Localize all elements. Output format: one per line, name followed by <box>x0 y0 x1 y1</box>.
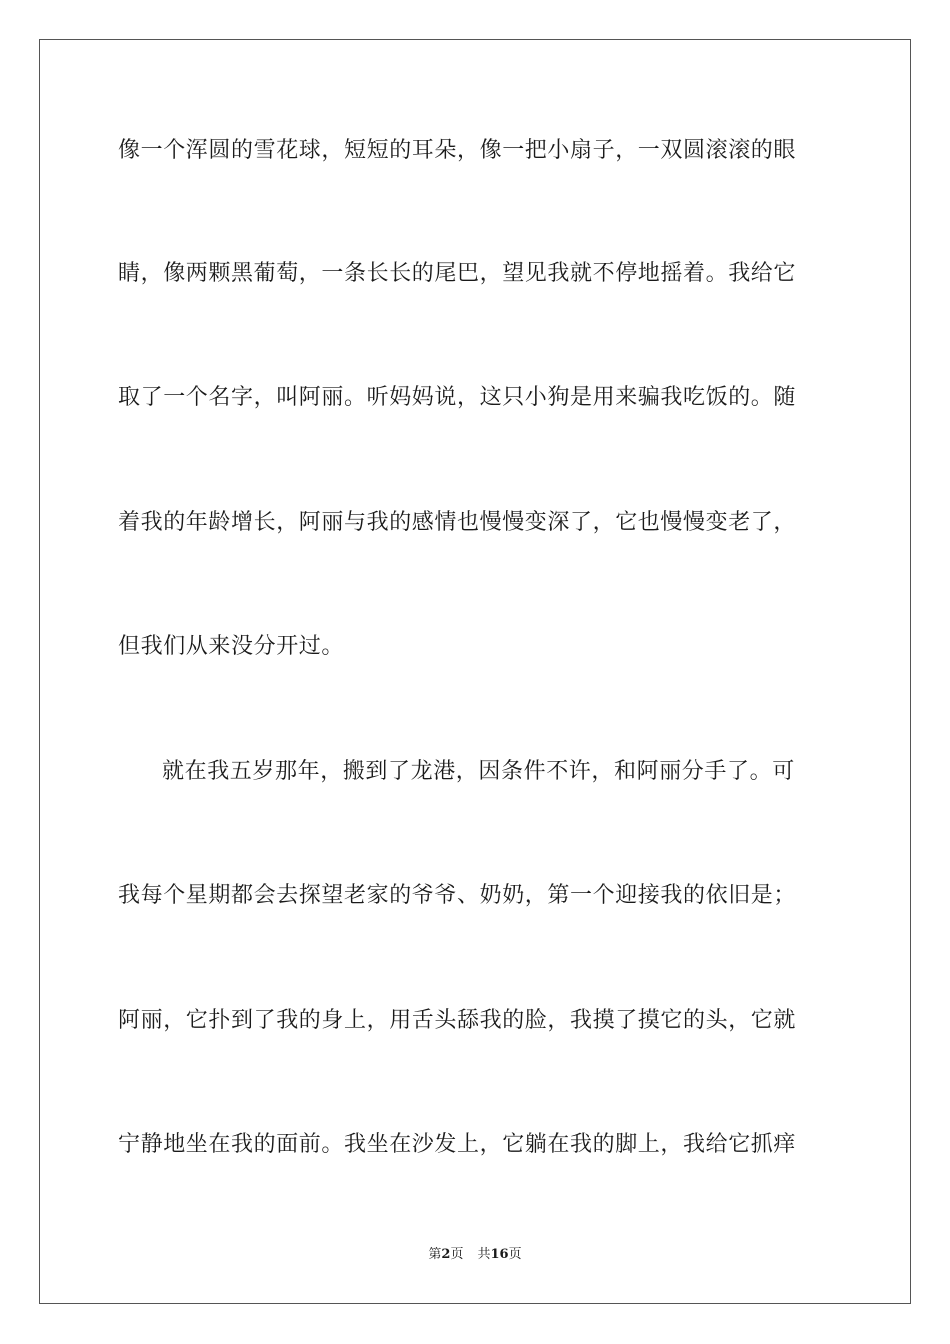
current-page-number: 2 <box>441 1247 451 1262</box>
body-text-line: 着我的年龄增长，阿丽与我的感情也慢慢变深了，它也慢慢变老了， <box>118 510 797 535</box>
total-prefix: 共 <box>477 1247 491 1262</box>
page-suffix: 页 <box>450 1247 464 1262</box>
body-text-line: 像一个浑圆的雪花球，短短的耳朵，像一把小扇子，一双圆滚滚的眼 <box>118 138 797 163</box>
body-text-line: 取了一个名字，叫阿丽。听妈妈说，这只小狗是用来骗我吃饭的。随 <box>118 385 797 410</box>
total-suffix: 页 <box>508 1247 522 1262</box>
page-border <box>39 39 911 1304</box>
page-footer <box>0 1246 950 1264</box>
body-text-line: 阿丽，它扑到了我的身上，用舌头舔我的脸，我摸了摸它的头，它就 <box>118 1008 797 1033</box>
total-page-count: 16 <box>490 1247 509 1262</box>
body-text-line: 宁静地坐在我的面前。我坐在沙发上，它躺在我的脚上，我给它抓痒 <box>118 1132 797 1157</box>
paragraph-first-line: 就在我五岁那年，搬到了龙港，因条件不许，和阿丽分手了。可 <box>162 759 795 784</box>
body-text-line: 睛，像两颗黑葡萄，一条长长的尾巴，望见我就不停地摇着。我给它 <box>118 261 797 286</box>
body-text-line: 我每个星期都会去探望老家的爷爷、奶奶，第一个迎接我的依旧是； <box>118 883 797 908</box>
page-prefix: 第 <box>428 1247 442 1262</box>
body-text-line: 但我们从来没分开过。 <box>118 634 345 659</box>
